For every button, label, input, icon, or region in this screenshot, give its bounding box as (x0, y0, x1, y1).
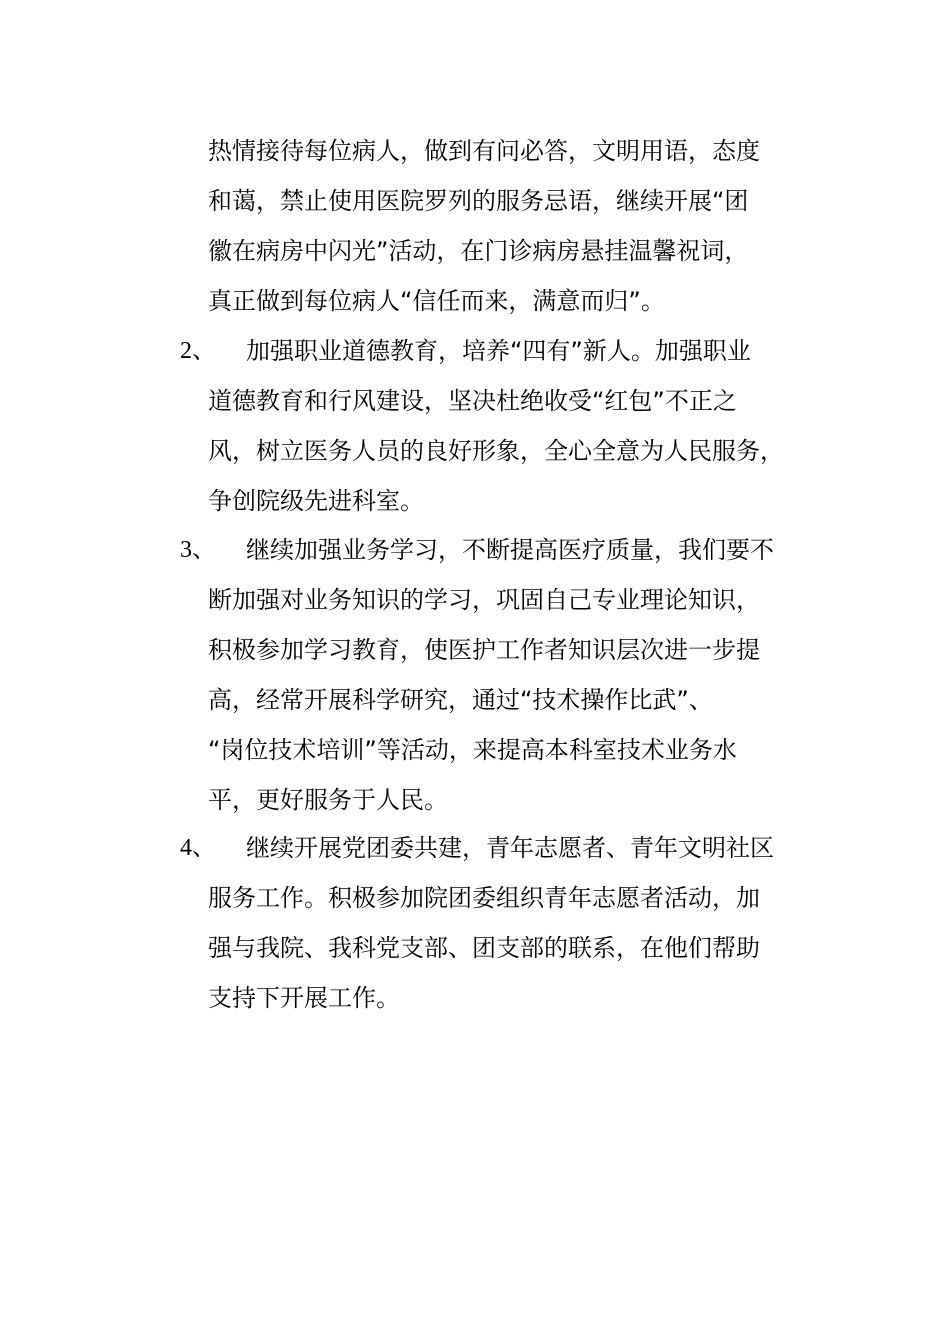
list-item-line: 争创院级先进科室。 (208, 487, 424, 515)
list-item-line: 道德教育和行风建设，坚决杜绝收受“红包”不正之 (208, 387, 737, 415)
paragraph-line: 真正做到每位病人“信任而来，满意而归”。 (208, 287, 665, 315)
paragraph-line: 徽在病房中闪光”活动，在门诊病房悬挂温馨祝词， (208, 237, 749, 265)
list-item-line: 支持下开展工作。 (208, 984, 400, 1012)
list-item-line: 断加强对业务知识的学习，巩固自己专业理论知识， (208, 586, 760, 614)
list-item-line: 积极参加学习教育，使医护工作者知识层次进一步提 (208, 636, 760, 664)
list-item-line: 继续加强业务学习，不断提高医疗质量，我们要不 (246, 536, 774, 564)
paragraph-line: 热情接待每位病人，做到有问必答，文明用语，态度 (208, 137, 760, 165)
list-item-line: 高，经常开展科学研究，通过“技术操作比武”、 (208, 686, 713, 714)
list-item-line: 平，更好服务于人民。 (208, 786, 448, 814)
list-item-number: 3、 (180, 537, 216, 563)
list-item-line: 继续开展党团委共建，青年志愿者、青年文明社区 (246, 834, 774, 862)
list-item-line: 服务工作。积极参加院团委组织青年志愿者活动，加 (208, 884, 760, 912)
list-item-line: “岗位技术培训”等活动，来提高本科室技术业务水 (208, 736, 737, 764)
list-item-number: 2、 (180, 338, 216, 364)
list-item-line: 风，树立医务人员的良好形象，全心全意为人民服务， (208, 437, 784, 465)
paragraph-line: 和蔼，禁止使用医院罗列的服务忌语，继续开展“团 (208, 187, 749, 215)
list-item-line: 强与我院、我科党支部、团支部的联系，在他们帮助 (208, 934, 760, 962)
list-item-line: 加强职业道德教育，培养“四有”新人。加强职业 (246, 337, 751, 365)
list-item-number: 4、 (180, 835, 216, 861)
